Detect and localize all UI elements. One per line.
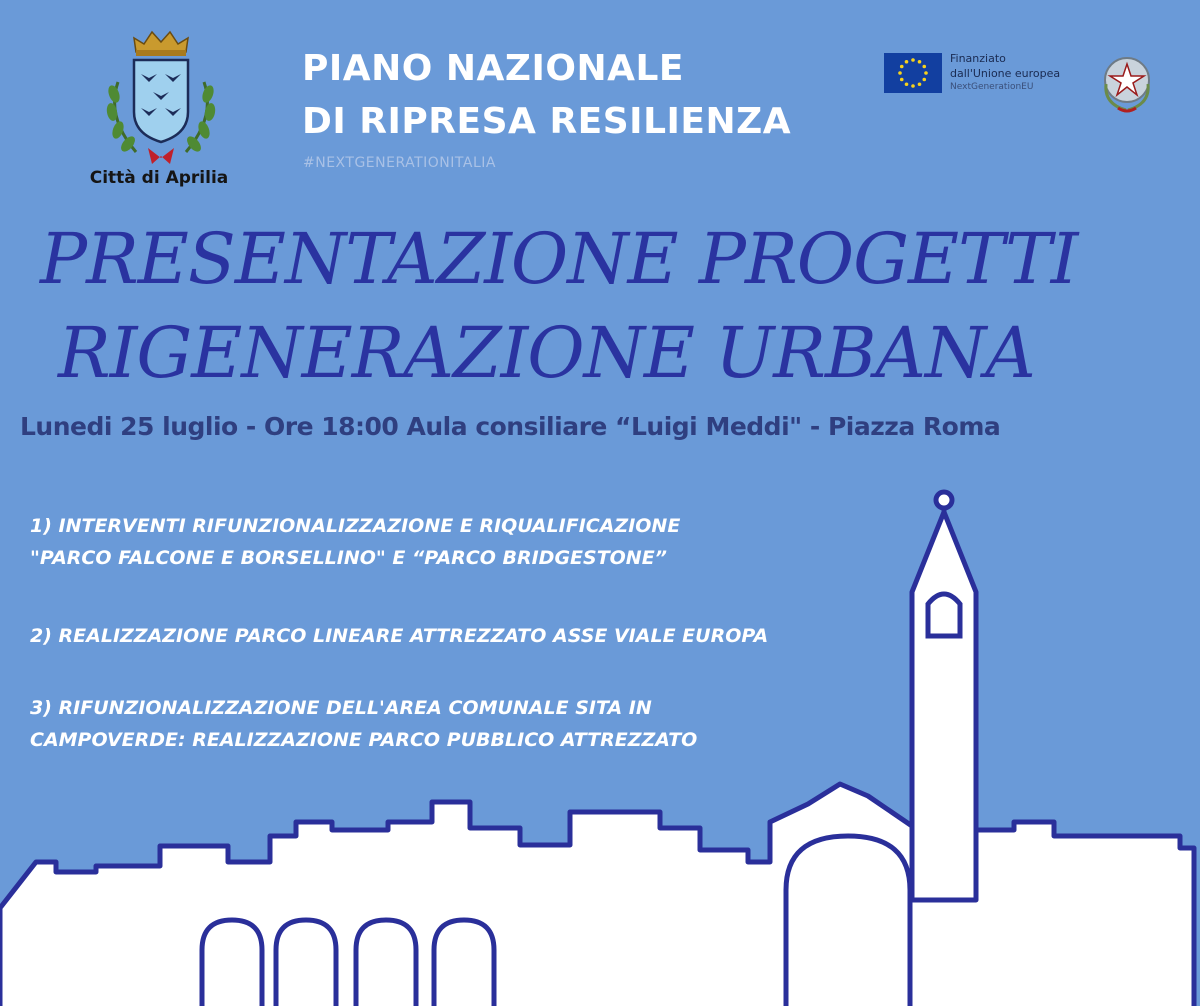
eu-funding-line3: NextGenerationEU xyxy=(950,82,1034,92)
pnrr-title-line1: PIANO NAZIONALE xyxy=(302,48,685,89)
project-item-line: 2) REALIZZAZIONE PARCO LINEARE ATTREZZATO ASSE VIALE EUROPA xyxy=(30,625,769,647)
project-item-line: 1) INTERVENTI RIFUNZIONALIZZAZIONE E RIQUALIFICAZIONE xyxy=(30,515,681,537)
project-item-line: CAMPOVERDE: REALIZZAZIONE PARCO PUBBLICO ATTREZZATO xyxy=(30,729,698,751)
main-title-line2: RIGENERAZIONE URBANA xyxy=(58,312,1035,394)
pnrr-title-line2: DI RIPRESA RESILIENZA xyxy=(302,101,792,142)
event-details: Lunedi 25 luglio - Ore 18:00 Aula consiliare “Luigi Meddi" - Piazza Roma xyxy=(20,412,1001,441)
project-item-line: 3) RIFUNZIONALIZZAZIONE DELL'AREA COMUNALE SITA IN xyxy=(30,697,652,719)
project-item-line: "PARCO FALCONE E BORSELLINO" E “PARCO BRIDGESTONE” xyxy=(30,547,667,569)
pnrr-hashtag: #NEXTGENERATIONITALIA xyxy=(303,155,496,171)
eu-funding-line1: Finanziato xyxy=(950,52,1006,65)
eu-funding-line2: dall'Unione europea xyxy=(950,67,1061,80)
main-title-line1: PRESENTAZIONE PROGETTI xyxy=(40,218,1078,300)
crest-caption: Città di Aprilia xyxy=(89,168,229,188)
